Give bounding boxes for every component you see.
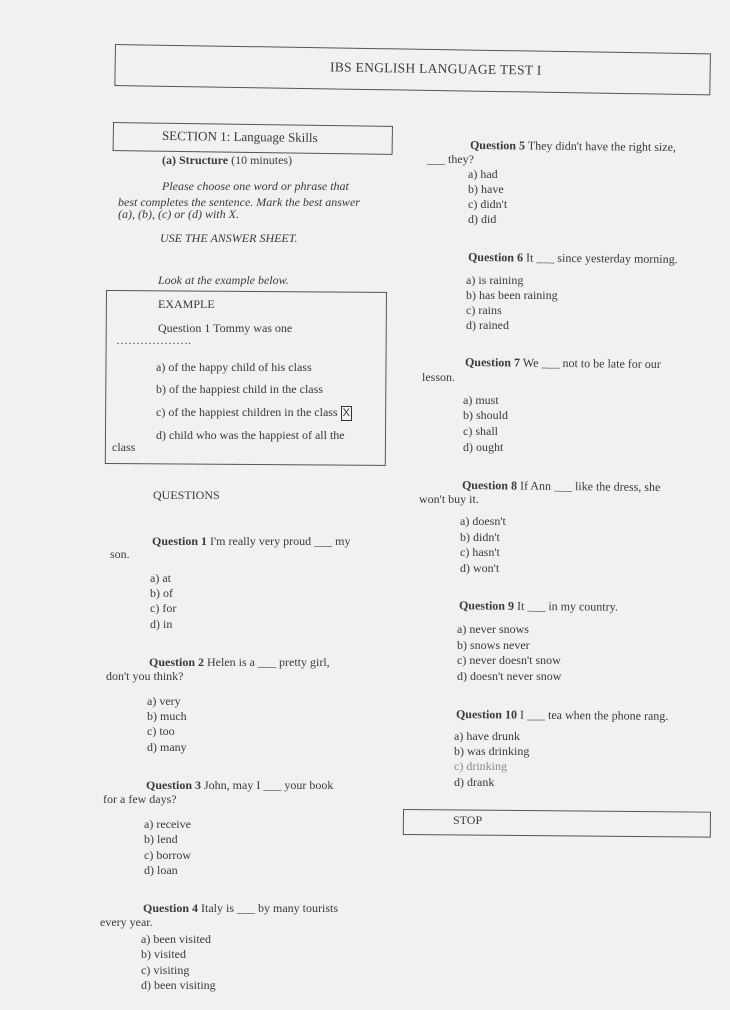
q1-option-a: a) at xyxy=(150,571,171,585)
q9-option-d: d) doesn't never snow xyxy=(457,669,562,683)
q6-option-c: c) rains xyxy=(466,303,502,317)
q2-option-b: b) much xyxy=(147,709,187,723)
example-option-d: d) child who was the happiest of all the xyxy=(156,428,345,442)
example-option-d-cont: class xyxy=(112,440,136,454)
stop-box xyxy=(403,809,711,838)
q10-option-d: d) drank xyxy=(454,775,495,789)
q5-option-a: a) had xyxy=(468,167,498,181)
example-option-b: b) of the happiest child in the class xyxy=(156,382,323,396)
structure-label: (a) Structure (10 minutes) xyxy=(162,153,293,167)
q3-option-b: b) lend xyxy=(144,832,178,846)
q1-option-c: c) for xyxy=(150,601,177,615)
example-question: Question 1 Tommy was one xyxy=(158,321,293,335)
q7-option-b: b) should xyxy=(463,408,508,422)
q6-option-a: a) is raining xyxy=(466,273,524,287)
q6-option-d: d) rained xyxy=(466,318,509,332)
question-9: Question 9 It ___ in my country. xyxy=(458,598,618,614)
q3-option-a: a) receive xyxy=(144,817,191,831)
question-2-cont: don't you think? xyxy=(106,669,184,683)
q2-option-a: a) very xyxy=(147,694,181,708)
q8-option-a: a) doesn't xyxy=(460,514,506,528)
example-heading: EXAMPLE xyxy=(158,297,215,311)
question-1: Question 1 I'm really very proud ___ my xyxy=(152,534,351,548)
q1-option-b: b) of xyxy=(150,586,173,600)
q7-option-a: a) must xyxy=(463,393,499,407)
answer-sheet-note: USE THE ANSWER SHEET. xyxy=(160,231,298,245)
q9-option-c: c) never doesn't snow xyxy=(457,653,561,667)
q4-option-d: d) been visiting xyxy=(141,978,216,992)
q5-option-c: c) didn't xyxy=(468,197,508,211)
q8-option-c: c) hasn't xyxy=(460,545,500,559)
question-7: Question 7 We ___ not to be late for our xyxy=(464,354,661,372)
question-10: Question 10 I ___ tea when the phone rang. xyxy=(455,707,669,723)
question-3-cont: for a few days? xyxy=(103,792,177,806)
q6-option-b: b) has been raining xyxy=(466,288,558,302)
page-title: IBS ENGLISH LANGUAGE TEST I xyxy=(329,59,542,78)
question-4: Question 4 Italy is ___ by many tourists xyxy=(143,901,339,915)
q3-option-d: d) loan xyxy=(144,863,178,877)
q9-option-b: b) snows never xyxy=(457,638,530,652)
q10-option-c: c) drinking xyxy=(454,759,507,773)
q9-option-a: a) never snows xyxy=(457,622,529,636)
answer-mark: X xyxy=(342,407,350,419)
example-option-c: c) of the happiest children in the class X xyxy=(156,405,350,419)
q8-option-d: d) won't xyxy=(460,561,500,575)
q10-option-a: a) have drunk xyxy=(454,729,520,743)
q4-option-a: a) been visited xyxy=(141,932,211,946)
q10-option-b: b) was drinking xyxy=(454,744,530,758)
q4-option-b: b) visited xyxy=(141,947,186,961)
question-6: Question 6 It ___ since yesterday morning. xyxy=(467,249,678,267)
questions-heading: QUESTIONS xyxy=(153,488,220,502)
section-heading: SECTION 1: Language Skills xyxy=(161,127,318,146)
q7-option-d: d) ought xyxy=(463,440,504,454)
question-7-cont: lesson. xyxy=(422,370,455,384)
question-4-cont: every year. xyxy=(100,915,153,929)
q5-option-d: d) did xyxy=(468,212,497,226)
question-3: Question 3 John, may I ___ your book xyxy=(146,778,334,792)
q2-option-d: d) many xyxy=(147,740,187,754)
example-intro: Look at the example below. xyxy=(158,273,289,287)
instruction-line-3: (a), (b), (c) or (d) with X. xyxy=(118,207,239,221)
stop-label: STOP xyxy=(453,813,483,827)
question-8-cont: won't buy it. xyxy=(419,492,479,506)
question-5: Question 5 They didn't have the right size, xyxy=(469,137,677,155)
example-dots: ………………. xyxy=(116,333,191,347)
q7-option-c: c) shall xyxy=(463,424,498,438)
example-option-a: a) of the happy child of his class xyxy=(156,360,312,374)
question-1-cont: son. xyxy=(110,547,130,561)
q5-option-b: b) have xyxy=(468,182,504,196)
q4-option-c: c) visiting xyxy=(141,963,190,977)
q8-option-b: b) didn't xyxy=(460,530,500,544)
question-5-cont: ___ they? xyxy=(427,152,474,166)
question-8: Question 8 If Ann ___ like the dress, she xyxy=(461,477,661,495)
q1-option-d: d) in xyxy=(150,617,173,631)
question-2: Question 2 Helen is a ___ pretty girl, xyxy=(149,655,330,669)
q2-option-c: c) too xyxy=(147,724,175,738)
instruction-line-2: best completes the sentence. Mark the best answer xyxy=(118,195,360,209)
q3-option-c: c) borrow xyxy=(144,848,191,862)
instruction-line-1: Please choose one word or phrase that xyxy=(162,179,349,193)
